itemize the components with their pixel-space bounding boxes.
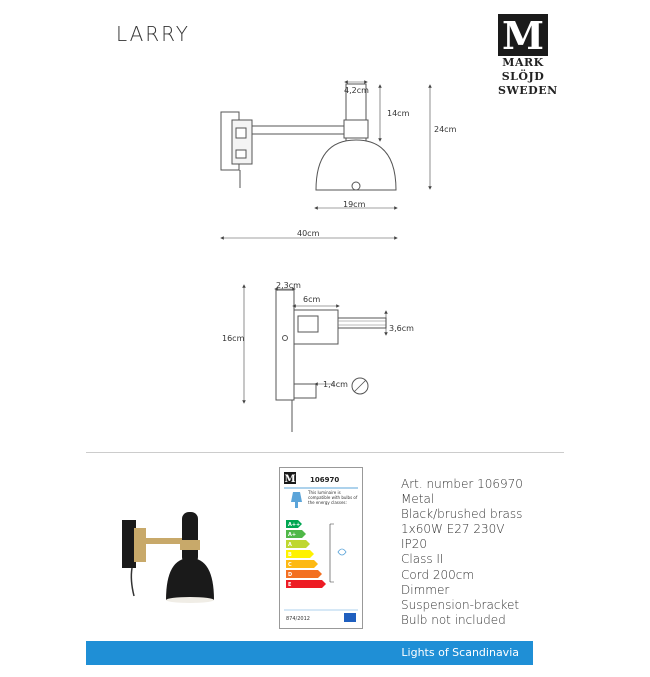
energy-label-regulation: 874/2012 xyxy=(286,616,310,622)
spec-item: Metal xyxy=(401,492,435,507)
section-divider xyxy=(86,452,564,453)
bulb-icon xyxy=(338,549,346,555)
energy-class-7: E xyxy=(288,582,292,588)
energy-class-6: D xyxy=(288,572,293,578)
logo-line-3: SWEDEN xyxy=(498,84,558,97)
dim-bracket-4: 16cm xyxy=(222,334,245,343)
dim-bracket-2: 6cm xyxy=(303,295,321,304)
spec-item: Suspension-bracket xyxy=(401,597,520,612)
energy-label xyxy=(279,467,363,629)
spec-item: 1x60W E27 230V xyxy=(401,522,505,537)
dim-side-5: 40cm xyxy=(297,229,320,238)
spec-item: IP20 xyxy=(401,537,428,552)
logo-letter: M xyxy=(498,14,548,56)
footer-bar xyxy=(86,641,533,665)
energy-class-2: A+ xyxy=(288,532,297,538)
energy-label-compat-text: This luminaire is compatible with bulbs of the energy classes: xyxy=(308,490,358,505)
spec-item: Dimmer xyxy=(401,582,450,597)
product-photo xyxy=(100,500,275,620)
eu-flag-icon xyxy=(344,613,356,622)
energy-class-3: A xyxy=(288,542,292,548)
dim-bracket-3: 3,6cm xyxy=(389,324,414,333)
spec-item: Bulb not included xyxy=(401,612,506,627)
footer-text: Lights of Scandinavia xyxy=(401,646,519,659)
dim-side-1: 4,2cm xyxy=(344,86,369,95)
spec-item: Cord 200cm xyxy=(401,567,475,582)
spec-item: Class II xyxy=(401,552,444,567)
product-title: LARRY xyxy=(116,22,191,46)
spec-item: Art. number 106970 xyxy=(401,477,523,491)
energy-label-model: 106970 xyxy=(310,476,340,484)
side-view-drawing xyxy=(221,82,430,238)
energy-class-5: C xyxy=(288,562,292,568)
energy-label-graphic xyxy=(280,468,362,628)
bracket-view-drawing xyxy=(244,286,386,432)
spec-item: Black/brushed brass xyxy=(401,507,523,522)
dim-side-2: 14cm xyxy=(387,109,410,118)
logo-line-1: MARK xyxy=(502,56,544,69)
energy-class-4: B xyxy=(288,552,292,558)
spec-list xyxy=(401,477,523,628)
dim-side-3: 24cm xyxy=(434,125,457,134)
dim-bracket-5: 1,4cm xyxy=(323,380,348,389)
lamp-icon xyxy=(291,492,302,502)
energy-class-1: A++ xyxy=(288,522,301,528)
logo-line-2: SLÖJD xyxy=(501,70,545,83)
dim-bracket-1: 2,3cm xyxy=(276,281,301,290)
svg-text:M: M xyxy=(284,474,296,485)
dim-side-4: 19cm xyxy=(343,200,366,209)
